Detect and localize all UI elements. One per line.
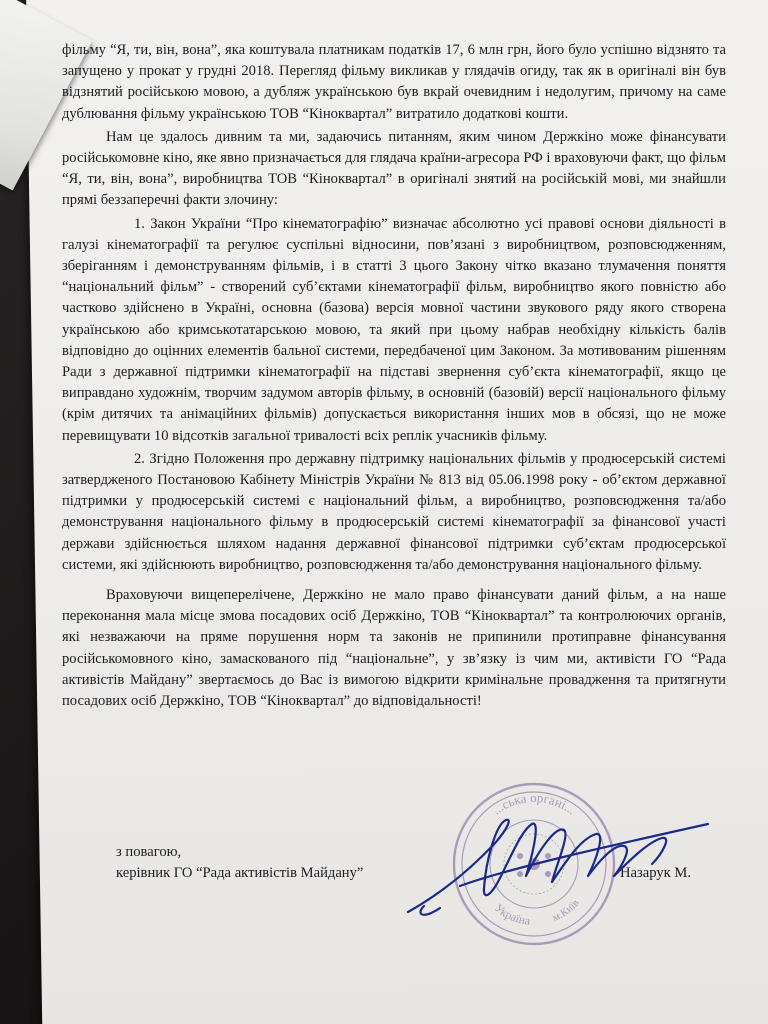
conclusion-paragraph: Враховуючи вищеперелічене, Держкіно не мало право фінансувати даний фільм, а на наше переконання мала місце змова посадових осіб Держкіно, ТОВ “Кіноквартал” та контролюючих органів, які незважаючи на пряме порушення норм та законів не припинили протиправне фінансування російськомовного кіно, замаскованого під “національне”, у зв’язку із чим ми, активісти ГО “Рада активістів Майдану” звертаємось до Вас із вимогою відкрити кримінальне провадження та притягнути посадових осіб Держкіно, ТОВ “Кіноквартал” до відповідальності! [62, 587, 726, 710]
letter-body [62, 40, 726, 712]
stamp-city-text: м.Київ [550, 897, 582, 925]
signer-title: керівник ГО “Рада активістів Майдану” [116, 865, 364, 881]
signer-name: Назарук М. [620, 865, 692, 881]
stamp-bottom-text: Україна [491, 900, 531, 928]
stamp-top-text: ...ська органі... [489, 789, 579, 818]
fact-1: 1. Закон України “Про кінематографію” визначає абсолютно усі правові основи діяльності в галузі кінематографії та регулює суспільні відносини, пов’язані з виробництвом, розповсюдженням, зберіганням і демонструванням фільмів, і в статті 3 цього Закону чітко вказано тлумачення поняття “національний фільм” - створений суб’єктами кінематографії фільм, виробництво якого повністю або частково здійснено в Україні, основна (базова) версія мовної частини звукового ряду якого створена українською або кримськотатарською мовою, та який при цьому набрав необхідну кількість балів відповідно до оцінних елементів бальної системи, передбаченої цим Законом. За мотивованим рішенням Ради з державної підтримки кінематографії на підставі звернення суб’єкта кінематографії, якщо це виправдано художнім, творчим задумом авторів фільму, в основній (базовій) версії національного фільму (крім дитячих та анімаційних фільмів) допускається використання інших мов в обсязі, що не може перевищувати 10 відсотків загальної тривалості всіх реплік учасників фільму. [62, 215, 726, 444]
handwritten-signature [400, 790, 720, 930]
paragraph-1: фільму “Я, ти, він, вона”, яка коштувала платникам податків 17, 6 млн грн, його було успішно відзнято та запущено у прокат у грудні 2018. Перегляд фільму викликав у глядачів огиду, так як в оригіналі він був відзнятий російською мовою, а дубляж українською був вкрай очевидним і недолугим, причому на саме дублювання фільму українською ТОВ “Кіноквартал” витратило додаткові кошти. [62, 42, 726, 122]
fact-2: 2. Згідно Положення про державну підтримку національних фільмів у продюсерській системі затвердженого Постановою Кабінету Міністрів України № 813 від 05.06.1998 року - об’єктом державної підтримки у продюсерській системі є національний фільм, а виробництво, розповсюдження та/або демонстрування національного фільму в продюсерській системі кінематографії за фінансової участі держави здійснюється шляхом надання державної фінансової підтримки суб’єктам продюсерської системи, які здійснюють виробництво, розповсюдження та/або демонстрування національного фільму. [62, 450, 726, 573]
closing-phrase: з повагою, [116, 844, 182, 860]
paragraph-2: Нам це здалось дивним та ми, задаючись питанням, яким чином Держкіно може фінансувати російськомовне кіно, яке явно призначається для глядача країни-агресора РФ і враховуючи факт, що фільм “Я, ти, він, вона”, виробництва ТОВ “Кіноквартал” в оригіналі знятий на російській мові, ми знайшли прямі беззаперечні факти злочину: [62, 128, 726, 209]
